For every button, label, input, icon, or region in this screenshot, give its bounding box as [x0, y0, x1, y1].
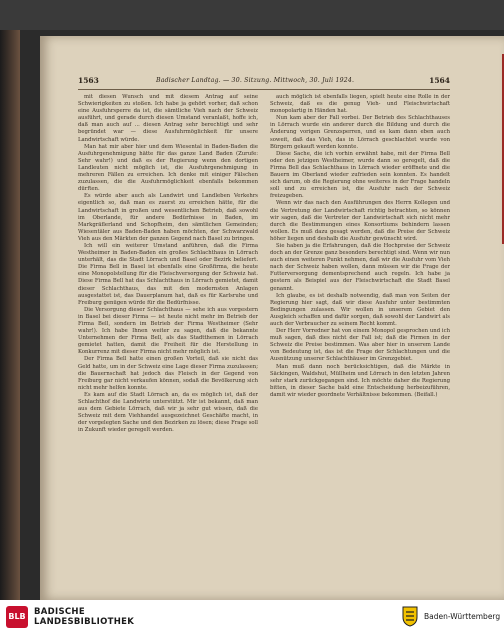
paragraph: Man muß dann noch berücksichtigen, daß die Märkte in Säckingen, Waldshut, Müllheim und Lörrach in den letzten Jahren sehr stark zurückgegangen sind. Ich möchte daher die Regierung bitten, in dieser Sache bald eine Entscheidung herbeizuführen, damit wir wieder geordnete Verhältnisse bekommen. (Beifall.) — [270, 363, 450, 398]
text-column-left — [78, 94, 258, 584]
paragraph: Wenn wir das nach den Ausführungen des Herrn Kollegen und die Vertretung der Landwirtschaft richtig betrachten, so können wir sagen, daß die Vertreter der Landwirtschaft sich nicht mehr durch die Bestimmungen eines Konsortiums behindern lassen wollen. Es muß dazu gesagt werden, daß die Preise der Schweiz höher liegen und deshalb die Ausfuhr gewünscht wird. — [270, 200, 450, 242]
coat-of-arms-icon — [400, 604, 420, 628]
paragraph: Es kam auf die Stadt Lörrach an, da es möglich ist, daß der Schlachthof die Landwirte unterstützt. Mir ist bekannt, daß man aus dem Gebiete Lörrach, daß wir ja sehr gut wissen, daß die Schweiz mit dem Viehhandel ausgezeichnet Geschäfte macht, in der vorgelegten Sache und den Bezirken zu lösen; diese Frage soll in Zukunft wieder geregelt werden. — [78, 391, 258, 434]
paragraph: Sie haben ja die Erfahrungen, daß die Hochpreise der Schweiz doch an der Grenze ganz besonders berechtigt sind. Wenn wir nun auch einen weiteren Punkt nehmen, daß wir die Ausfuhr vom Vieh nach der Schweiz haben wollen, dann müssen wir die Frage der Futterversorgung dementsprechend auch regeln. Ich habe ja gestern als Beispiel aus der Fleischwirtschaft die Stadt Basel genannt. — [270, 242, 450, 292]
paragraph: Man hat mir aber hier und dem Wiesental in Baden-Baden die Ausfuhrgenehmigung hätte für das ganze Land Baden (Zurufe: Sehr wahr!) und daß es der Regierung wenn den dortigen Landleuten nicht möglich ist, die Ausfuhrgenehmigung in mehreren Fällen zu erreichen. Ich denke mit einiger Fälschen zuzulassen, die die Ausfuhrmöglichkeit ebenfalls bekommen dürften. — [78, 143, 258, 193]
paragraph: Es würde aber auch als Landwirt und Landleben Verkehrs eigentlich so, daß man es zuerst zu erreichen hätte, für die Landwirtschaft in großen und wesentlichen Betrieb, daß sowohl im Oberlande, für andere Bedürfnisse in Baden, im Markgräflerland und Schopfheim, den sämtlichen Gemeinden; Wiesentäler aus Baden-Baden haben möchten, der Schwarzwald Vieh aus den Märkten der ganzen Gegend nach Basel zu bringen. — [78, 193, 258, 242]
paragraph: Der Herr Vorredner hat von einem Monopol gesprochen und ich muß sagen, daß dies nicht der Fall ist; daß die Firmen in der Schweiz die Preise bestimmen. Was aber hier in unserem Lande von Bedeutung ist, das ist die Frage der Schlachtungen und die Ausnützung unserer Schlachthäuser im Grenzgebiet. — [270, 328, 450, 363]
viewer-top-bar — [0, 0, 504, 30]
paragraph: auch möglich ist ebenfalls liegen, spielt heute eine Rolle in der Schweiz, daß es die genug Vieh- und Fleischwirtschaft monopolartig in Händen hat. — [270, 94, 450, 115]
text-column-right — [270, 94, 450, 584]
footer-bar — [0, 600, 504, 633]
partner-name[interactable]: Baden-Württemberg — [424, 612, 501, 621]
page-number-right: 1564 — [429, 76, 450, 85]
running-head: Badischer Landtag. — 30. Sitzung. Mittwoch, 30. Juli 1924. — [156, 77, 355, 84]
library-name[interactable] — [34, 607, 134, 627]
paragraph: Nun kam aber der Fall vorbei. Der Betrieb des Schlachthauses in Lörrach wurde ein anderer durch die Bildung und durch die Änderung vorigen Grenzsperren, und es kam dann eben auch soweit, daß das Vieh, das in Lörrach geschlachtet wurde von Bürgern gekauft werden konnte. — [270, 115, 450, 150]
library-name-line1: BADISCHE — [34, 607, 85, 617]
page-number-left: 1563 — [78, 76, 99, 85]
paragraph: Diese Sache, die ich vorhin erwähnt habe, mit der Firma Bell oder den jetzigen Westheimer, wurde dann so geregelt, daß die Firma Bell das Schlachthaus in Lörrach wieder eröffnete und die Bauern im Oberland wieder zufrieden sein konnten. Es handelt sich darum, ob die Regierung ohne weiteres in der Frage handeln soll und zu erreichen ist, die Ausfuhr nach der Schweiz freizugeben. — [270, 150, 450, 200]
paragraph: Ich will ein weiterer Umstand anführen, daß die Firma Westheimer in Baden-Baden ein großes Schlachthaus in Lörrach unterhält, das die Stadt Lörrach und Basel oder Bezirk beliefert. Die Firma Bell in Basel ist ebenfalls eine Großfirma, die heute eine Monopolstellung für die Fleischversorgung der Schweiz hat. Diese Firma Bell hat das Schlachthaus in Lörrach gemietet, damit dieser Schlachthaus, das mit den modernsten Anlagen ausgestattet ist, das Dauerplanum hat, daß es für Karlsruhe und Freiburg genügen würde für die Bedürfnisse. — [78, 242, 258, 306]
library-name-line2: LANDESBIBLIOTHEK — [34, 617, 135, 627]
paragraph: Die Versorgung dieser Schlachthaus — sehe ich aus vorgestern in Basel bei dieser Firma — ist heute nicht mehr im Betrieb der Firma Bell, sondern im Betrieb der Firma Westheimer (Sehr wahr!). Ich habe Ihnen weiter zu sagen, daß die bekannte Unternehmen der Firma Bell, als das Stadtthemen in Lörrach gemietet hatten, damit die Freiheit für die Herstellung in Konkurrenz mit dieser Firma nicht mehr möglich ist. — [78, 306, 258, 356]
book-spine — [0, 30, 20, 600]
paragraph: Ich glaube, es ist deshalb notwendig, daß man von Seiten der Regierung hier sagt, daß wir diese Ausfuhr unter bestimmten Bedingungen zulassen. Wir wollen in unserem Gebiet den Ausgleich schaffen und dafür sorgen, daß sowohl der Landwirt als auch der Verbraucher zu seinem Recht kommt. — [270, 292, 450, 327]
paragraph: Der Firma Bell hatte einen großen Vorteil, daß sie nicht das Geld hatte, um in der Schweiz eine Lage dieser Firma zuzulassen; die Bauernschaft hat jedoch das Fleisch in der Gegend von Freiburg gar nicht verkaufen können, sodaß die Bevölkerung sich nicht mehr helfen konnte. — [78, 356, 258, 391]
header-rule — [78, 89, 450, 90]
page-header — [78, 76, 450, 88]
paragraph: mit diesen Wunsch und mit diesem Antrag auf seine Schwierigkeiten zu stoßen. Ich habe ja gehört vorher, daß schon eine Ausfuhrsperre da ist, die sämtliche Vieh nach der Schweiz ausführt, und gerade durch diesen Umstand veranlaßt, hoffe ich, daß man auch auf ... diesen Antrag sehr berechtigt und sehr begründet war — diese Ausfuhrmöglichkeit für unsere Landwirtschaft würde. — [78, 94, 258, 143]
blb-logo-icon[interactable]: BLB — [6, 606, 28, 628]
